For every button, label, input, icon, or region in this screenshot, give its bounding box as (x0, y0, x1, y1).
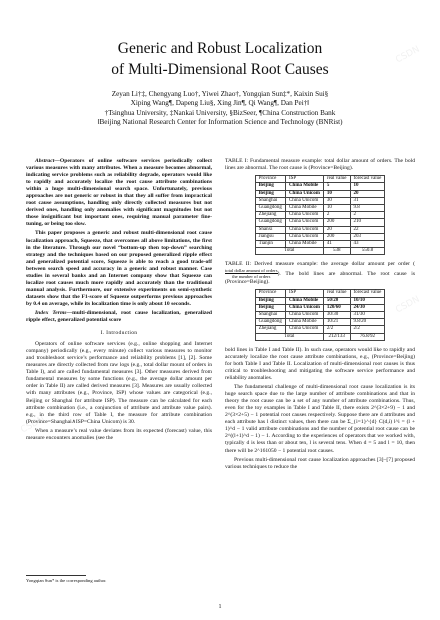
table-1-header: ISP (285, 176, 323, 183)
table-cell: 9.8/20 (350, 319, 385, 326)
table-1-header: Province (255, 176, 285, 183)
table-cell: China Unicom (285, 197, 323, 204)
table-cell: 120/60 (323, 304, 350, 311)
paper-header (20, 38, 420, 128)
table-total-label: Total (255, 333, 323, 340)
table-cell: Shanghai (255, 197, 285, 204)
watermark: CSDN (19, 414, 47, 436)
table-row (255, 240, 385, 247)
table-total-label: Total (255, 248, 323, 255)
title-line-2: of Multi-Dimensional Root Causes (111, 61, 329, 78)
table-row (255, 304, 385, 311)
table-cell: 43 (350, 240, 385, 247)
table-cell: Zhejiang (255, 326, 285, 333)
table-cell: 10 (350, 183, 385, 190)
table-cell: China Unicom (285, 312, 323, 319)
index-terms-text: —multi-dimensional, root cause localization, generalized ripple effect, generalized potential score (26, 309, 212, 324)
table-cell: China Mobile (285, 319, 323, 326)
table-1-header: forecast value (350, 176, 385, 183)
table-1 (255, 175, 386, 255)
table-cell: 2 (323, 212, 350, 219)
table-cell: China Unicom (285, 190, 323, 197)
table-cell: 210 (350, 219, 385, 226)
intro-paragraph-2: When a measure’s real value deviates from its expected (forecast) value, this measure encounters anomalies (see the (26, 427, 212, 441)
table-total-real: 212/133 (323, 333, 350, 340)
title-line-1: Generic and Robust Localization (117, 40, 323, 57)
intro-paragraph-1: Operators of online software services (e.g., online shopping and Internet company) periodically (e.g., every minute) collect various measures to monitor and troubleshoot service’s performance and reliability problems [1], [2]. Some measures are directly collected from raw logs (e.g., total dollar mount of orders in Table I), and are called fundamental measures [3]. Other measures derived from fundamental measures by some functions (e.g., the average dollar amount per order in Table II) are called derived measures [3]. Measures are usually collected with many attributes (e.g., Province, ISP) whose values are categorical (e.g., Beijing or Shanghai for attribute ISP). The measure can be calculated for each attribute combination (i.e., a conjunction of attribute and attribute value pairs). e.g., in the third row of Table I, the measure for attribute combination (Province=Shanghai∧ISP=China Unicom) is 30. (26, 341, 212, 425)
author-line-2: Xiping Wang¶, Dapeng Liu§, Xing Jin¶, Qi Wang¶, Dan Pei†‖ (130, 99, 310, 108)
table-cell: 2/2 (350, 326, 385, 333)
table-2-caption-b: ). The bold lines are abnormal. The root cause is (Province=Beijing). (225, 271, 415, 286)
watermark: CSDN (394, 294, 422, 316)
table-total-forecast: 76.8/92 (350, 333, 385, 340)
table-cell: Shanxi (255, 226, 285, 233)
table-cell: 20 (323, 226, 350, 233)
table-cell: China Unicom (285, 326, 323, 333)
section-title-introduction: I. Introduction (100, 330, 138, 337)
table-cell: Beijing (255, 297, 285, 304)
paper-title (20, 38, 420, 80)
table-row (255, 183, 385, 190)
right-paragraph-2: The fundamental challenge of multi-dimensional root cause localization is its huge search space due to the large number of attribute combinations and that in theory the root cause can be a set of any number of attribute combinations. Thus, even for the toy examples in Table I and Table II, there exists 2^(3×2+9) − 1 and 2^(3×2+5) − 1 potential root causes respectively. Suppose there are d attributes and each attribute has l distinct values, then there can be Σ_{i=1}^{d} C(d,i) l^i = (l + 1)^d − 1 valid attribute combinations and the number of potential root cause can be 2^((l+1)^d − 1) − 1. According to the experiences of operators that we worked with, typically d is less than or about ten, l is several tens. When d = 5 and l = 10, then there will be 2^161050 − 1 potential root causes. (225, 384, 415, 454)
table-total-forecast: 550.8 (350, 248, 385, 255)
table-2-caption (225, 261, 415, 286)
table-row (255, 226, 385, 233)
table-cell: 10 (323, 190, 350, 197)
table-cell: Jiangsu (255, 233, 285, 240)
left-column (26, 158, 212, 444)
footnote-rule (26, 575, 86, 576)
table-2-total-row (255, 333, 385, 340)
table-2 (255, 289, 386, 340)
table-2-header: forecast value (350, 290, 385, 297)
author-line-1: Zeyan Li†‡, Chengyang Luo†, Yiwei Zhao†, Yongqian Sun‡*, Kaixin Sui§ (111, 90, 329, 98)
table-1-header-row (255, 176, 385, 183)
table-row (255, 319, 385, 326)
table-cell: 30/30 (323, 312, 350, 319)
table-2-header-row (255, 290, 385, 297)
table-cell: Tianjin (255, 240, 285, 247)
table-row (255, 233, 385, 240)
table-2-header: Province (255, 290, 285, 297)
table-cell: 9.8 (350, 204, 385, 211)
index-terms (26, 310, 212, 324)
table-2-caption-a: TABLE II: Derived measure example: the average dollar amount per order ( (225, 261, 415, 268)
table-cell: 30 (323, 197, 350, 204)
abstract-lead: Abstract (35, 158, 55, 164)
table-cell: China Mobile (285, 204, 323, 211)
table-row (255, 197, 385, 204)
table-cell: 20 (350, 190, 385, 197)
table-cell: 41 (323, 240, 350, 247)
table-cell: Beijing (255, 183, 285, 190)
table-2-header: ISP (285, 290, 323, 297)
table-cell: 200 (323, 219, 350, 226)
table-row (255, 326, 385, 333)
table-cell: 2/2 (323, 326, 350, 333)
caption-fraction (225, 268, 278, 279)
table-row (255, 219, 385, 226)
page-number: 1 (218, 604, 222, 610)
fraction-numerator: total dollar amount of orders (225, 268, 278, 274)
table-cell: 22 (350, 226, 385, 233)
table-row (255, 297, 385, 304)
index-terms-lead: Index Terms (35, 309, 67, 316)
table-cell: 2 (350, 212, 385, 219)
table-1-header: real value (323, 176, 350, 183)
table-cell: Beijing (255, 304, 285, 311)
watermark: CSDN (394, 44, 422, 66)
table-cell: China Unicom (285, 212, 323, 219)
table-cell: China Mobile (285, 240, 323, 247)
table-row (255, 212, 385, 219)
table-cell: 10 (323, 204, 350, 211)
footnote (26, 575, 212, 584)
footnote-text: Yongqian Sun* is the corresponding author. (26, 578, 107, 583)
affiliation-line-1: †Tsinghua University, ‡Nankai University, §BizSeer, ¶China Construction Bank (104, 108, 336, 117)
table-cell: Beijing (255, 190, 285, 197)
table-row (255, 312, 385, 319)
table-cell: 31/30 (350, 312, 385, 319)
table-cell: 200 (323, 233, 350, 240)
table-row (255, 204, 385, 211)
abstract-paragraph-2: This paper proposes a generic and robust multi-dimensional root cause localization approach, Squeeze, that overcomes all above limitations, the first in the literature. Through our novel “bottom-up then top-down” searching strategy and the techniques based on our proposed generalized ripple effect and generalized potential score, Squeeze is able to reach a good trade-off between search speed and accuracy in a generic and robust manner. Case studies in several banks and an Internet company show that Squeeze can localize root causes much more rapidly and accurately than the traditional manual analysis. Furthermore, our extensive experiments on semi-synthetic datasets show that the F1-score of Squeeze outperforms previous approaches by 0.4 on average, while its localization time is only about 10 seconds. (26, 230, 212, 307)
table-cell: China Mobile (285, 183, 323, 190)
table-1-caption: TABLE I: Fundamental measure example: total dollar amount of orders. The bold lines are abnormal. The root cause is (Province=Beijing). (225, 158, 415, 172)
table-cell: 5 (323, 183, 350, 190)
table-cell: 50/20 (323, 297, 350, 304)
table-cell: Shanghai (255, 312, 285, 319)
table-cell: 203 (350, 233, 385, 240)
table-cell: 10/10 (350, 297, 385, 304)
fraction-denominator: the number of orders (232, 274, 271, 280)
table-cell: 24/30 (350, 304, 385, 311)
table-cell: 10/21 (323, 319, 350, 326)
author-block (20, 90, 420, 128)
table-cell: China Unicom (285, 233, 323, 240)
table-cell: China Unicom (285, 219, 323, 226)
table-cell: 31 (350, 197, 385, 204)
right-paragraph-3: Previous multi-dimensional root cause localization approaches [3]–[7] proposed various techniques to reduce the (225, 456, 415, 470)
abstract-text: —Operators of online software services periodically collect various measures with many attributes. When a measure becomes abnormal, indicating service problems such as reliability degrade, operators would like to rapidly and accurately localize the root cause attribute combinations within a huge multi-dimensional search space. Unfortunately, previous approaches are not generic or robust in that they all suffer from impractical root cause assumptions, handling only directly collected measures but not derived ones, handling only anomalies with significant magnitudes but not those insignificant but important ones, requiring manual parameter fine-tuning, or being too slow. (26, 158, 212, 228)
table-2-header: real value (323, 290, 350, 297)
table-cell: China Unicom (285, 226, 323, 233)
table-cell: China Mobile (285, 297, 323, 304)
table-cell: China Unicom (285, 304, 323, 311)
table-row (255, 190, 385, 197)
table-cell: Zhejiang (255, 212, 285, 219)
table-cell: Guangdong (255, 219, 285, 226)
right-paragraph-1: bold lines in Table I and Table II). In such case, operators would like to rapidly and accurately localize the root cause attribute combinations, e.g., (Province=Beijing) for both Table I and Table II. Localization of multi-dimensional root causes is thus critical to troubleshooting and mitigating the software service performance and reliability anomalies. (225, 346, 415, 382)
table-cell: Guangdong (255, 319, 285, 326)
affiliation-line-2: ‖Beijing National Research Center for Information Science and Technology (BNRist) (97, 118, 343, 127)
table-cell: Guangdong (255, 204, 285, 211)
right-column (225, 158, 415, 473)
table-total-real: 538 (323, 248, 350, 255)
table-1-total-row (255, 248, 385, 255)
abstract-paragraph-1 (26, 158, 212, 228)
